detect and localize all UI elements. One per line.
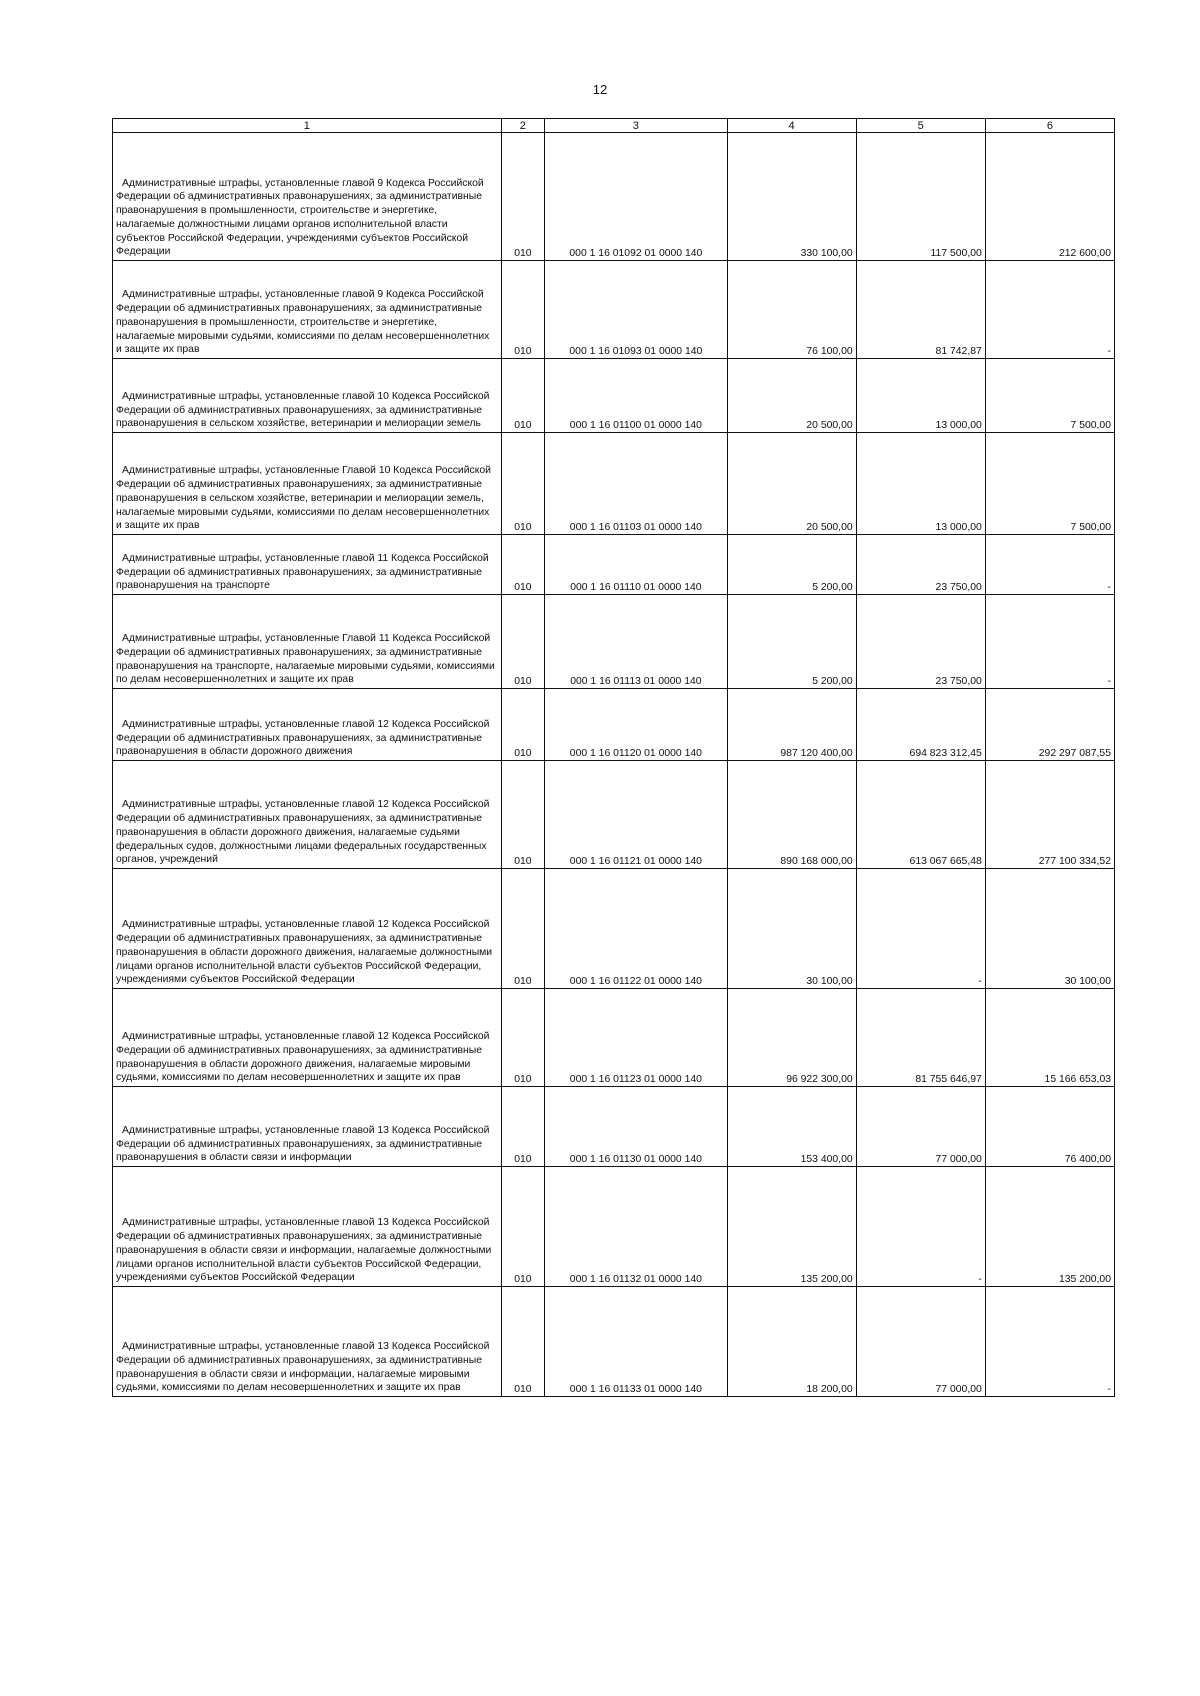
table-row	[113, 595, 1115, 689]
row-line-code: 010	[501, 689, 545, 761]
row-budget-code: 000 1 16 01100 01 0000 140	[545, 359, 727, 433]
row-amount-col5: 117 500,00	[856, 133, 985, 261]
row-line-code: 010	[501, 761, 545, 869]
header-col-5: 5	[856, 119, 985, 133]
row-name: Административные штрафы, установленные главой 11 Кодекса Российской Федерации об административных правонарушениях, за административные правонарушения на транспорте	[113, 535, 502, 595]
row-name: Административные штрафы, установленные главой 12 Кодекса Российской Федерации об административных правонарушениях, за административные правонарушения в области дорожного движения, налагаемые должностными лицами органов исполнительной власти субъектов Российской Федерации, учреждениями субъектов Российской Федерации	[113, 869, 502, 989]
table-row	[113, 869, 1115, 989]
row-budget-code: 000 1 16 01110 01 0000 140	[545, 535, 727, 595]
row-amount-col6: 76 400,00	[985, 1087, 1114, 1167]
header-col-4: 4	[727, 119, 856, 133]
row-amount-col6: 292 297 087,55	[985, 689, 1114, 761]
row-budget-code: 000 1 16 01113 01 0000 140	[545, 595, 727, 689]
row-name: Административные штрафы, установленные Главой 10 Кодекса Российской Федерации об административных правонарушениях, за административные правонарушения в сельском хозяйстве, ветеринарии и мелиорации земель, налагаемые мировыми судьями, комиссиями по делам несовершеннолетних и защите их прав	[113, 433, 502, 535]
row-amount-col4: 20 500,00	[727, 359, 856, 433]
row-amount-col6: 7 500,00	[985, 359, 1114, 433]
row-amount-col5: 13 000,00	[856, 433, 985, 535]
row-name: Административные штрафы, установленные Главой 11 Кодекса Российской Федерации об административных правонарушениях, за административные правонарушения на транспорте, налагаемые мировыми судьями, комиссиями по делам несовершеннолетних и защите их прав	[113, 595, 502, 689]
row-budget-code: 000 1 16 01103 01 0000 140	[545, 433, 727, 535]
row-amount-col5: 23 750,00	[856, 595, 985, 689]
row-line-code: 010	[501, 535, 545, 595]
row-amount-col5: 694 823 312,45	[856, 689, 985, 761]
row-amount-col4: 18 200,00	[727, 1287, 856, 1397]
row-amount-col4: 96 922 300,00	[727, 989, 856, 1087]
row-amount-col5: 81 755 646,97	[856, 989, 985, 1087]
row-amount-col4: 890 168 000,00	[727, 761, 856, 869]
row-budget-code: 000 1 16 01123 01 0000 140	[545, 989, 727, 1087]
table-row	[113, 761, 1115, 869]
header-col-3: 3	[545, 119, 727, 133]
row-amount-col5: 23 750,00	[856, 535, 985, 595]
table-row	[113, 1087, 1115, 1167]
table-row	[113, 535, 1115, 595]
row-amount-col5: 77 000,00	[856, 1287, 985, 1397]
table-row	[113, 1167, 1115, 1287]
row-amount-col6: -	[985, 595, 1114, 689]
row-line-code: 010	[501, 595, 545, 689]
page-number: 12	[592, 82, 608, 97]
row-budget-code: 000 1 16 01133 01 0000 140	[545, 1287, 727, 1397]
table-row	[113, 989, 1115, 1087]
row-name: Административные штрафы, установленные главой 13 Кодекса Российской Федерации об административных правонарушениях, за административные правонарушения в области связи и информации, налагаемые должностными лицами органов исполнительной власти субъектов Российской Федерации, учреждениями субъектов Российской Федерации	[113, 1167, 502, 1287]
header-row	[113, 119, 1115, 133]
row-amount-col6: -	[985, 535, 1114, 595]
table-row	[113, 261, 1115, 359]
row-line-code: 010	[501, 261, 545, 359]
row-name: Административные штрафы, установленные главой 9 Кодекса Российской Федерации об административных правонарушениях, за административные правонарушения в промышленности, строительстве и энергетике, налагаемые должностными лицами органов исполнительной власти субъектов Российской Федерации, учреждениями субъектов Российской Федерации	[113, 133, 502, 261]
budget-table	[112, 118, 1115, 1397]
table-row	[113, 359, 1115, 433]
row-line-code: 010	[501, 869, 545, 989]
row-budget-code: 000 1 16 01132 01 0000 140	[545, 1167, 727, 1287]
row-budget-code: 000 1 16 01120 01 0000 140	[545, 689, 727, 761]
row-name: Административные штрафы, установленные главой 9 Кодекса Российской Федерации об административных правонарушениях, за административные правонарушения в промышленности, строительстве и энергетике, налагаемые мировыми судьями, комиссиями по делам несовершеннолетних и защите их прав	[113, 261, 502, 359]
row-line-code: 010	[501, 989, 545, 1087]
row-name: Административные штрафы, установленные главой 13 Кодекса Российской Федерации об административных правонарушениях, за административные правонарушения в области связи и информации, налагаемые мировыми судьями, комиссиями по делам несовершеннолетних и защите их прав	[113, 1287, 502, 1397]
row-amount-col4: 330 100,00	[727, 133, 856, 261]
row-amount-col6: 15 166 653,03	[985, 989, 1114, 1087]
row-amount-col4: 5 200,00	[727, 535, 856, 595]
row-amount-col5: 81 742,87	[856, 261, 985, 359]
row-amount-col6: 277 100 334,52	[985, 761, 1114, 869]
row-amount-col4: 153 400,00	[727, 1087, 856, 1167]
row-amount-col5: 13 000,00	[856, 359, 985, 433]
row-line-code: 010	[501, 133, 545, 261]
row-line-code: 010	[501, 359, 545, 433]
row-amount-col4: 20 500,00	[727, 433, 856, 535]
row-amount-col6: 212 600,00	[985, 133, 1114, 261]
row-amount-col5: 613 067 665,48	[856, 761, 985, 869]
table-row	[113, 433, 1115, 535]
row-line-code: 010	[501, 1287, 545, 1397]
row-budget-code: 000 1 16 01093 01 0000 140	[545, 261, 727, 359]
row-amount-col6: -	[985, 261, 1114, 359]
header-col-6: 6	[985, 119, 1114, 133]
row-name: Административные штрафы, установленные главой 12 Кодекса Российской Федерации об административных правонарушениях, за административные правонарушения в области дорожного движения, налагаемые судьями федеральных судов, должностными лицами федеральных государственных органов, учреждений	[113, 761, 502, 869]
header-col-1: 1	[113, 119, 502, 133]
header-col-2: 2	[501, 119, 545, 133]
row-name: Административные штрафы, установленные главой 10 Кодекса Российской Федерации об административных правонарушениях, за административные правонарушения в сельском хозяйстве, ветеринарии и мелиорации земель	[113, 359, 502, 433]
row-amount-col4: 135 200,00	[727, 1167, 856, 1287]
table-row	[113, 689, 1115, 761]
row-amount-col4: 5 200,00	[727, 595, 856, 689]
row-budget-code: 000 1 16 01092 01 0000 140	[545, 133, 727, 261]
row-budget-code: 000 1 16 01121 01 0000 140	[545, 761, 727, 869]
row-amount-col4: 987 120 400,00	[727, 689, 856, 761]
row-amount-col4: 30 100,00	[727, 869, 856, 989]
row-amount-col5: -	[856, 1167, 985, 1287]
row-amount-col5: 77 000,00	[856, 1087, 985, 1167]
row-amount-col5: -	[856, 869, 985, 989]
row-line-code: 010	[501, 1087, 545, 1167]
row-amount-col6: 7 500,00	[985, 433, 1114, 535]
row-amount-col6: -	[985, 1287, 1114, 1397]
row-name: Административные штрафы, установленные главой 13 Кодекса Российской Федерации об административных правонарушениях, за административные правонарушения в области связи и информации	[113, 1087, 502, 1167]
table-row	[113, 1287, 1115, 1397]
table-row	[113, 133, 1115, 261]
row-amount-col6: 30 100,00	[985, 869, 1114, 989]
row-name: Административные штрафы, установленные главой 12 Кодекса Российской Федерации об административных правонарушениях, за административные правонарушения в области дорожного движения, налагаемые мировыми судьями, комиссиями по делам несовершеннолетних и защите их прав	[113, 989, 502, 1087]
row-amount-col6: 135 200,00	[985, 1167, 1114, 1287]
table-body	[113, 133, 1115, 1397]
row-line-code: 010	[501, 1167, 545, 1287]
row-amount-col4: 76 100,00	[727, 261, 856, 359]
row-line-code: 010	[501, 433, 545, 535]
row-budget-code: 000 1 16 01130 01 0000 140	[545, 1087, 727, 1167]
row-budget-code: 000 1 16 01122 01 0000 140	[545, 869, 727, 989]
row-name: Административные штрафы, установленные главой 12 Кодекса Российской Федерации об административных правонарушениях, за административные правонарушения в области дорожного движения	[113, 689, 502, 761]
